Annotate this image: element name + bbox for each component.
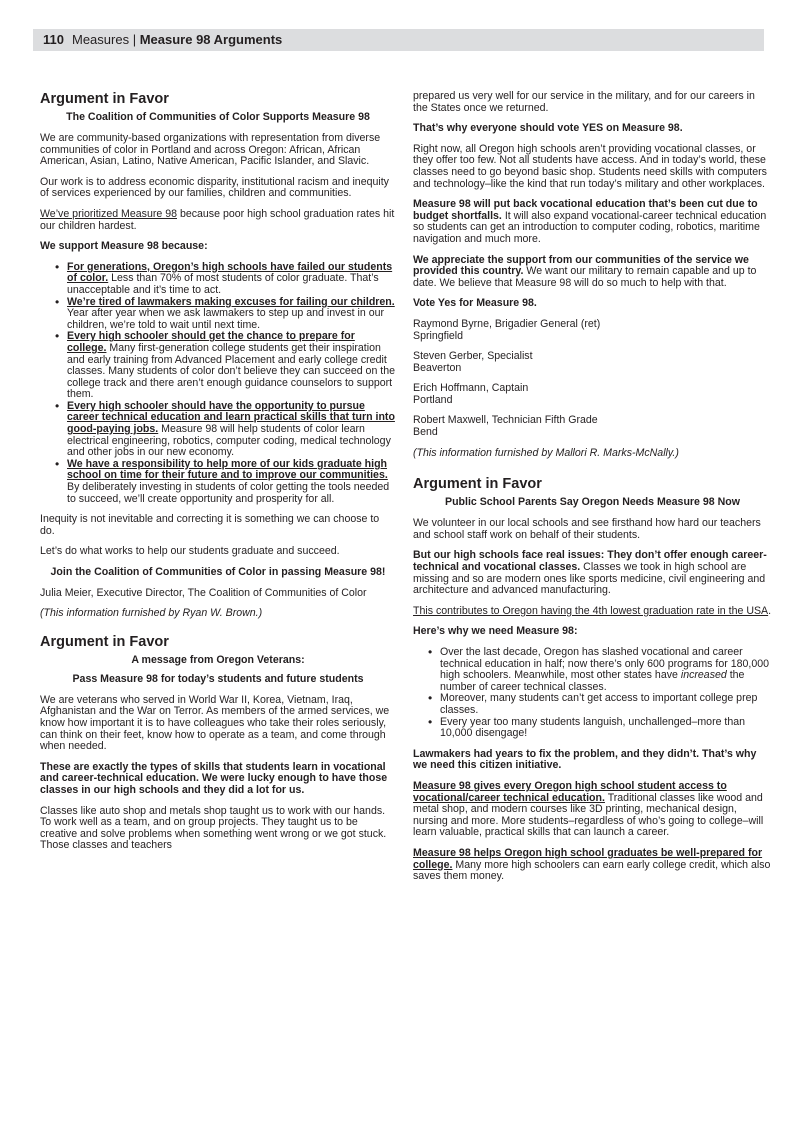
paragraph	[413, 848, 772, 883]
reasons-list	[413, 647, 772, 740]
signer-name: Raymond Byrne, Brigadier General (ret)	[413, 317, 601, 330]
paragraph-text: .	[768, 604, 772, 617]
paragraph-text: We want our military to remain capable and up to date. We believe that Measure 98 will do so much to help with that.	[413, 265, 757, 289]
paragraph	[40, 209, 396, 232]
paragraph	[413, 199, 772, 245]
list-item-text: Many first-generation college students get their inspiration and early training from Advanced Placement and early college credit classes. Many students of color don’t believe they can succeed on the college track and there aren’t enough guidance counselors to support them.	[67, 341, 396, 401]
paragraph-text: because poor high school graduation rates hit our children hardest.	[40, 207, 395, 232]
page-number: 110	[43, 32, 64, 47]
underlined-text: We’ve prioritized Measure 98	[40, 207, 177, 220]
signer-city: Beaverton	[413, 361, 462, 374]
paragraph: Inequity is not inevitable and correcting it is something we can choose to do.	[40, 513, 380, 537]
support-list	[40, 262, 396, 505]
list-item	[440, 647, 772, 693]
underlined-text: This contributes to Oregon having the 4th lowest graduation rate in the USA	[413, 604, 769, 617]
paragraph	[413, 255, 772, 290]
vote-line: Vote Yes for Measure 98.	[413, 297, 537, 310]
signer-city: Springfield	[413, 329, 464, 342]
signer-city: Bend	[413, 426, 438, 439]
list-item-text: Every year too many students languish, unchallenged–more than 10,000 disengage!	[440, 715, 746, 740]
argument-title: Argument in Favor	[413, 476, 542, 493]
list-item-lead: We have a responsibility to help more of our kids graduate high school on time for their future and to improve our communities.	[67, 457, 388, 482]
list-item	[67, 331, 396, 401]
paragraph-text: Traditional classes like wood and metal shop, and modern courses like 3D printing, mechanical design, nursing and more. More students–regardless of who’s going to college–will learn valuable, practical skills that can launch a career.	[413, 791, 764, 839]
list-item	[67, 401, 396, 459]
page-header	[33, 29, 764, 51]
list-item	[440, 717, 772, 740]
paragraph	[413, 781, 772, 839]
list-item-text: Moreover, many students can’t get access to important college prep classes.	[440, 692, 758, 716]
argument-subtitle: A message from Oregon Veterans:	[131, 653, 305, 666]
list-item-lead: Every high schooler should get the chance to prepare for college.	[67, 330, 355, 354]
list-item	[440, 693, 772, 716]
right-column	[413, 91, 772, 892]
signer-name: Steven Gerber, Specialist	[413, 350, 533, 363]
page-title: Measure 98 Arguments	[139, 32, 283, 47]
paragraph-text: It will also expand vocational-career technical education so students can get an introduction to computer coding, robotics, maritime navigation and much more.	[413, 209, 767, 245]
signer	[413, 351, 772, 374]
signature: Julia Meier, Executive Director, The Coalition of Communities of Color	[40, 586, 367, 599]
paragraph-text: Many more high schoolers can earn early college credit, which also saves them money.	[413, 858, 771, 883]
list-item-text: Measure 98 will help students of color learn electrical engineering, robotics, computer coding, medical technology and other jobs in our new economy.	[67, 423, 391, 459]
list-item-text: Over the last decade, Oregon has slashed vocational and career technical education in half; now there’s only 600 programs for 180,000 high schoolers. Meanwhile, most other states have	[440, 646, 770, 682]
list-item-text: By deliberately investing in students of color getting the tools needed to succeed, we’ll create opportunity and prosperity for all.	[67, 481, 390, 505]
list-item	[67, 297, 396, 332]
argument-subtitle: The Coalition of Communities of Color Supports Measure 98	[66, 111, 370, 123]
support-heading: We support Measure 98 because:	[40, 240, 208, 253]
list-item-text: Less than 70% of most students of color graduate. That’s unacceptable and it’s time to act.	[67, 272, 379, 296]
bold-text: Measure 98 will put back vocational education that’s been cut due to budget shortfalls.	[413, 198, 758, 222]
paragraph: We volunteer in our local schools and see firsthand how hard our teachers and school staff work on behalf of their students.	[413, 517, 761, 541]
paragraph: We are community-based organizations with representation from diverse communities of color in Portland and across Oregon: African, African American, Asian, Latino, Native American, Pacific Islander, and Slavic.	[40, 132, 381, 168]
list-item-emphasis: increased	[680, 669, 727, 682]
paragraph: Right now, all Oregon high schools aren’t providing vocational classes, or they offer too few. Not all students have access. And in today’s world, these classes need to go beyond basic shop. Students need skills with computers and technology–like the kind that run today’s military and other workplaces.	[413, 142, 767, 190]
list-item	[67, 262, 396, 297]
list-item-text: Year after year when we ask lawmakers to step up and invest in our children, we’re told to wait until next time.	[67, 307, 384, 331]
argument-title: Argument in Favor	[40, 91, 169, 107]
signer	[413, 415, 772, 438]
paragraph-bold: That’s why everyone should vote YES on Measure 98.	[413, 122, 683, 135]
bold-underlined-text: Measure 98 gives every Oregon high school student access to vocational/career technical education.	[413, 779, 727, 804]
signer	[413, 383, 772, 406]
bold-text: But our high schools face real issues: They don’t offer enough career-technical and vocational classes.	[413, 549, 767, 574]
bold-text: We appreciate the support from our communities of the service we provided this country.	[413, 253, 749, 278]
argument-subtitle: Pass Measure 98 for today’s students and future students	[72, 672, 364, 685]
paragraph: Classes like auto shop and metals shop taught us to work with our hands. To work well as a team, and on group projects. They taught us to be creative and solve problems when something went wrong or we got stuck. Those classes and teachers	[40, 804, 387, 852]
paragraph-text: Classes we took in high school are missing and so are modern ones like sports medicine, civil engineering and architecture and advanced manufacturing.	[413, 561, 766, 597]
signer-city: Portland	[413, 393, 453, 406]
list-item-text: the number of career technical classes.	[440, 669, 745, 693]
argument-subtitle: Public School Parents Say Oregon Needs Measure 98 Now	[445, 496, 740, 509]
furnished-note: (This information furnished by Mallori R. Marks-McNally.)	[413, 446, 679, 459]
bold-underlined-text: Measure 98 helps Oregon high school graduates be well-prepared for college.	[413, 846, 763, 871]
paragraph-bold: These are exactly the types of skills that students learn in vocational and career-technical education. We were lucky enough to have those classes in our high schools and they did a lot for us.	[40, 760, 388, 796]
paragraph: Our work is to address economic disparity, institutional racism and inequity of services experienced by our families, children and communities.	[40, 175, 389, 200]
paragraph	[413, 550, 772, 596]
left-column	[40, 91, 396, 861]
why-heading: Here’s why we need Measure 98:	[413, 625, 578, 638]
list-item-lead: Every high schooler should have the opportunity to pursue career technical education and learn practical skills that turn into good-paying jobs.	[67, 399, 395, 436]
furnished-note: (This information furnished by Ryan W. Brown.)	[40, 607, 263, 620]
paragraph	[413, 606, 772, 618]
list-item-lead: We’re tired of lawmakers making excuses for failing our children.	[67, 295, 395, 308]
signer-name: Erich Hoffmann, Captain	[413, 382, 529, 395]
paragraph: Let’s do what works to help our students graduate and succeed.	[40, 545, 340, 558]
call-to-action: Join the Coalition of Communities of Color in passing Measure 98!	[50, 566, 386, 578]
section-name: Measures	[71, 32, 130, 47]
list-item	[67, 459, 396, 505]
list-item-lead: For generations, Oregon’s high schools have failed our students of color.	[67, 260, 393, 285]
paragraph-bold: Lawmakers had years to fix the problem, and they didn’t. That’s why we need this citizen initiative.	[413, 747, 757, 772]
paragraph: We are veterans who served in World War II, Korea, Vietnam, Iraq, Afghanistan and the War on Terror. As members of the armed services, we know how important it is to have colleagues who take their roles seriously, can think on their feet, know how to operate as a team, and come through when needed.	[40, 693, 390, 753]
header-separator: |	[132, 32, 137, 47]
signer	[413, 319, 772, 342]
signer-name: Robert Maxwell, Technician Fifth Grade	[413, 414, 598, 427]
paragraph: prepared us very well for our service in the military, and for our careers in the States once we returned.	[413, 90, 755, 114]
argument-title: Argument in Favor	[40, 633, 169, 650]
